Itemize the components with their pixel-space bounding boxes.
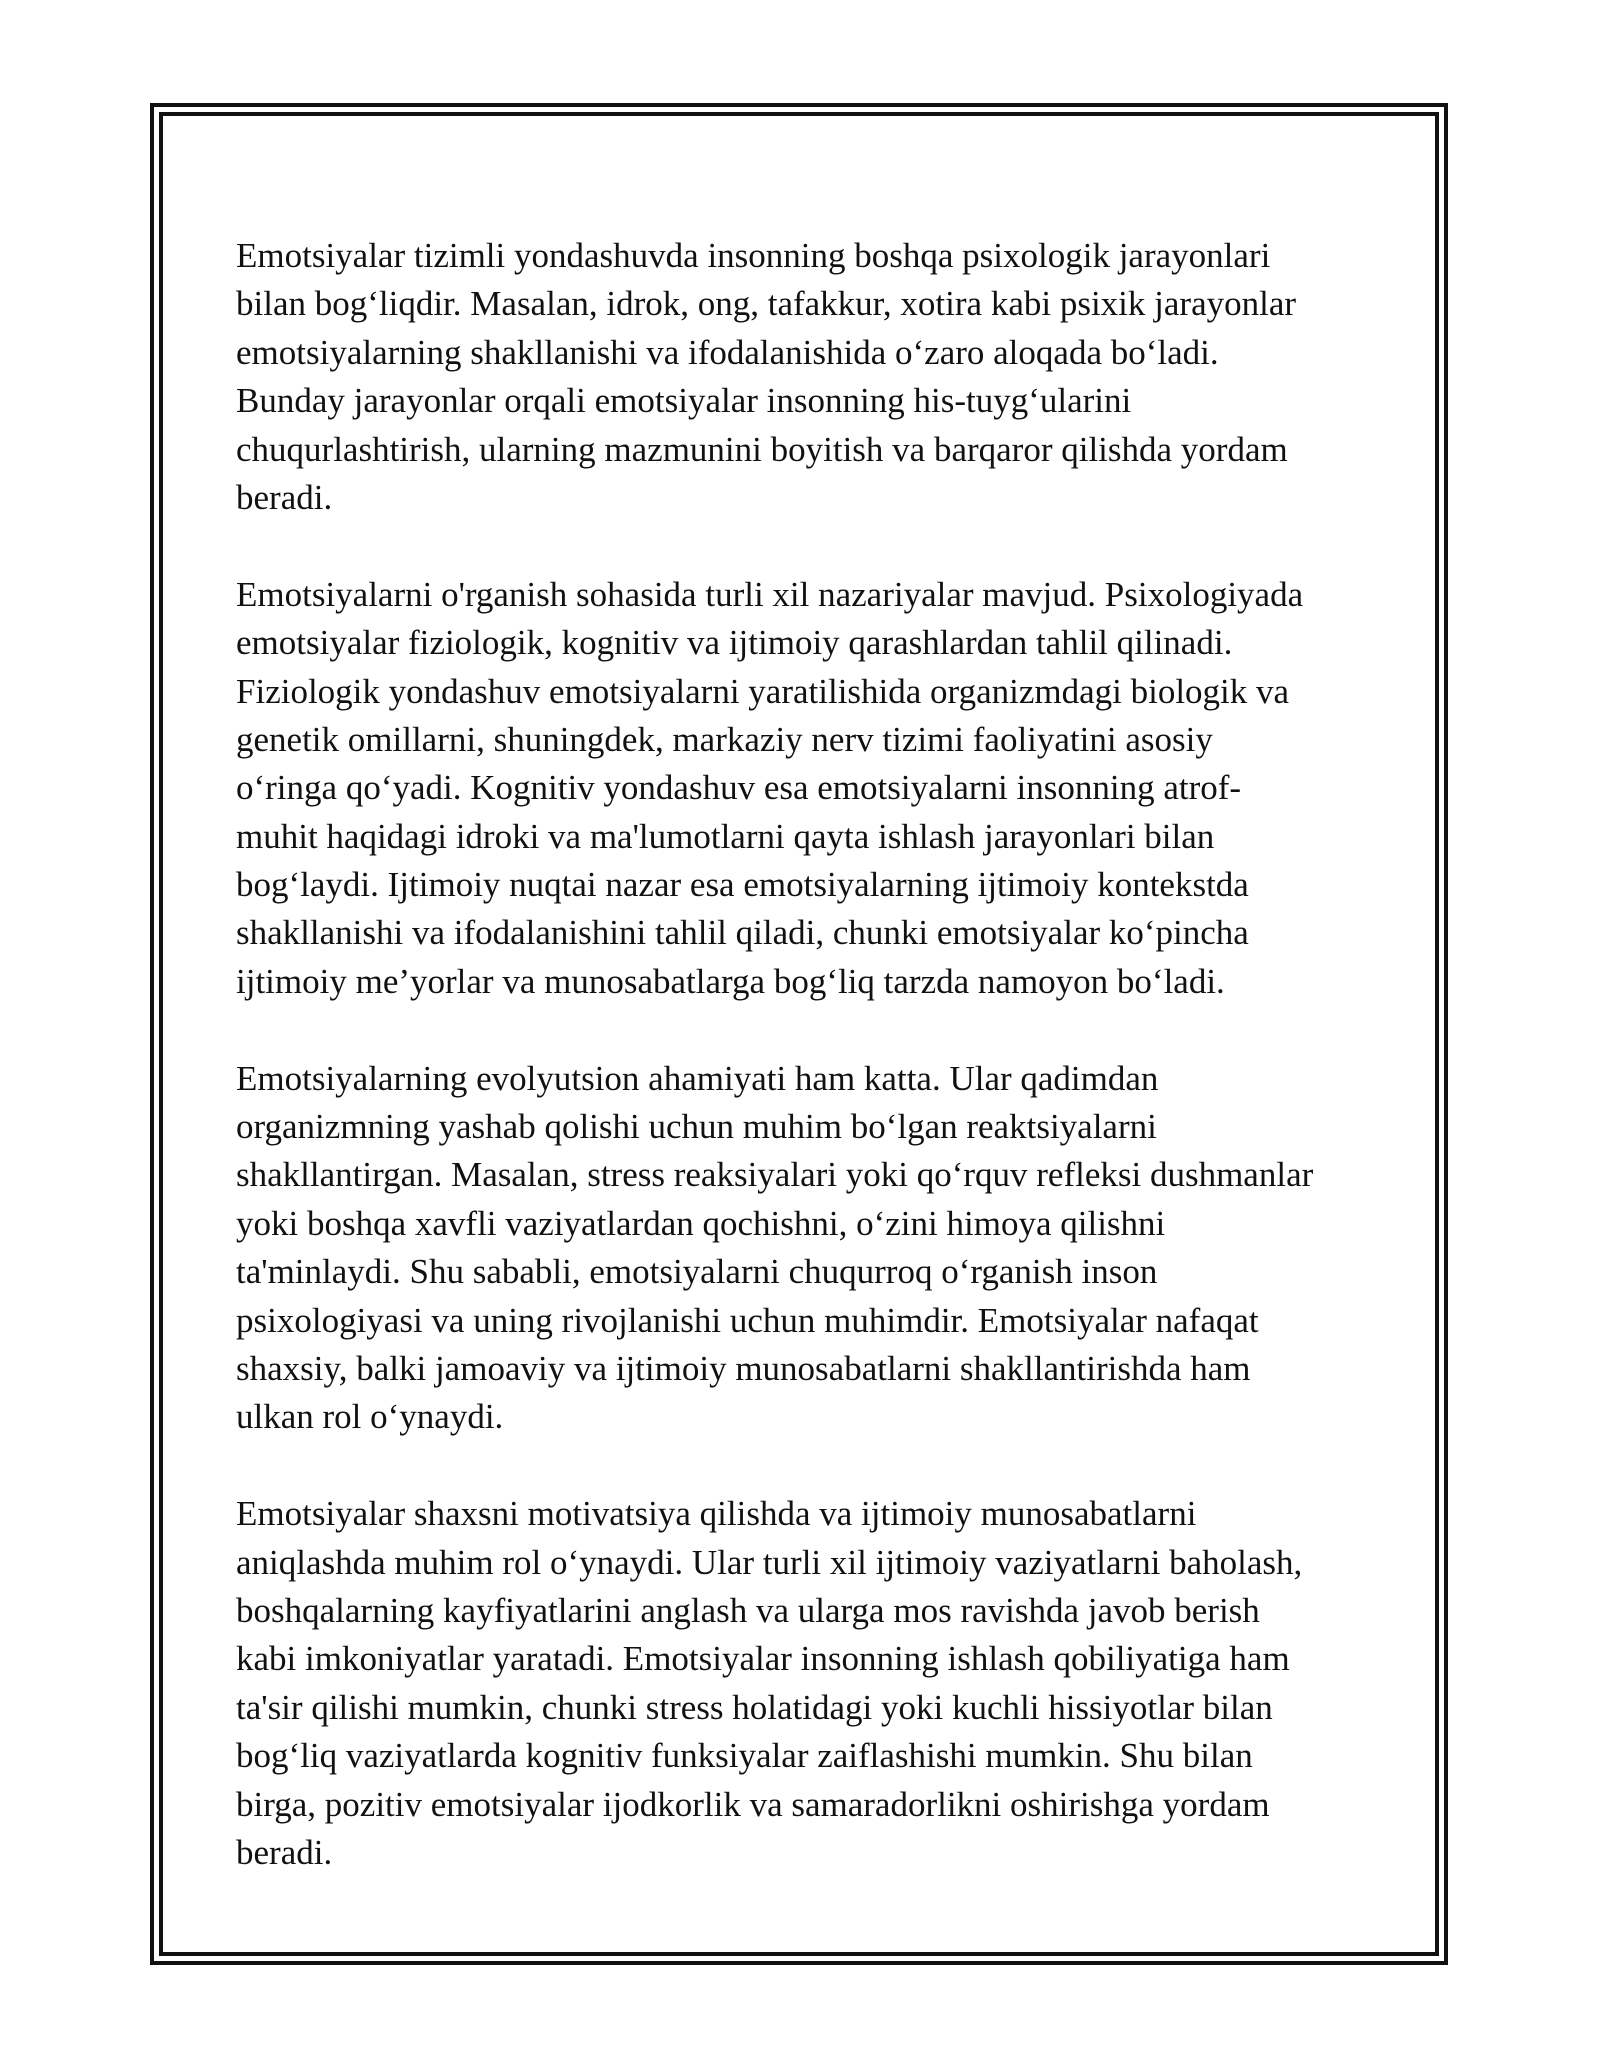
text-line: ulkan rol o‘ynaydi. <box>236 1397 504 1437</box>
text-line: Fiziologik yondashuv emotsiyalarni yaratilishida organizmdagi biologik va <box>236 671 1290 711</box>
text-line: shakllantirgan. Masalan, stress reaksiyalari yoki qo‘rquv refleksi dushmanlar <box>236 1155 1314 1195</box>
text-line: yoki boshqa xavfli vaziyatlardan qochishni, o‘zini himoya qilishni <box>236 1203 1166 1243</box>
text-line: organizmning yashab qolishi uchun muhim bo‘lgan reaktsiyalarni <box>236 1107 1157 1147</box>
document-body <box>236 232 1386 1926</box>
text-line: birga, pozitiv emotsiyalar ijodkorlik va samaradorlikni oshirishga yordam <box>236 1784 1270 1824</box>
text-line: Bunday jarayonlar orqali emotsiyalar insonning his-tuyg‘ularini <box>236 381 1132 421</box>
text-line: Emotsiyalarning evolyutsion ahamiyati ham katta. Ular qadimdan <box>236 1058 1159 1098</box>
text-line: boshqalarning kayfiyatlarini anglash va ularga mos ravishda javob berish <box>236 1590 1260 1630</box>
text-line: aniqlashda muhim rol o‘ynaydi. Ular turli xil ijtimoiy vaziyatlarni baholash, <box>236 1542 1303 1582</box>
text-line: shaxsiy, balki jamoaviy va ijtimoiy munosabatlarni shakllantirishda ham <box>236 1348 1251 1388</box>
text-line: bog‘laydi. Ijtimoiy nuqtai nazar esa emotsiyalarning ijtimoiy kontekstda <box>236 865 1249 905</box>
text-line: emotsiyalar fiziologik, kognitiv va ijtimoiy qarashlardan tahlil qilinadi. <box>236 623 1233 663</box>
text-line: Emotsiyalar tizimli yondashuvda insonning boshqa psixologik jarayonlari <box>236 236 1271 275</box>
text-line: o‘ringa qo‘yadi. Kognitiv yondashuv esa emotsiyalarni insonning atrof- <box>236 768 1242 808</box>
text-line: shakllanishi va ifodalanishini tahlil qiladi, chunki emotsiyalar ko‘pincha <box>236 913 1249 953</box>
text-line: bog‘liq vaziyatlarda kognitiv funksiyalar zaiflashishi mumkin. Shu bilan <box>236 1736 1253 1776</box>
text-line: emotsiyalarning shakllanishi va ifodalanishida o‘zaro aloqada bo‘ladi. <box>236 332 1219 372</box>
text-line: muhit haqidagi idroki va ma'lumotlarni qayta ishlash jarayonlari bilan <box>236 816 1215 856</box>
text-line: Emotsiyalar shaxsni motivatsiya qilishda va ijtimoiy munosabatlarni <box>236 1494 1197 1534</box>
paragraph-4 <box>236 1490 1386 1877</box>
text-line: chuqurlashtirish, ularning mazmunini boyitish va barqaror qilishda yordam <box>236 429 1288 469</box>
text-line: psixologiyasi va uning rivojlanishi uchun muhimdir. Emotsiyalar nafaqat <box>236 1300 1259 1340</box>
text-line: beradi. <box>236 477 333 517</box>
text-line: genetik omillarni, shuningdek, markaziy nerv tizimi faoliyatini asosiy <box>236 719 1213 759</box>
paragraph-2 <box>236 571 1386 1007</box>
text-line: ijtimoiy me’yorlar va munosabatlarga bog‘liq tarzda namoyon bo‘ladi. <box>236 961 1225 1001</box>
text-line: bilan bog‘liqdir. Masalan, idrok, ong, tafakkur, xotira kabi psixik jarayonlar <box>236 284 1297 324</box>
paragraph-1 <box>236 232 1386 522</box>
text-line: ta'sir qilishi mumkin, chunki stress holatidagi yoki kuchli hissiyotlar bilan <box>236 1687 1273 1727</box>
text-line: beradi. <box>236 1832 333 1872</box>
paragraph-3 <box>236 1055 1386 1442</box>
text-line: Emotsiyalarni o'rganish sohasida turli xil nazariyalar mavjud. Psixologiyada <box>236 574 1304 614</box>
text-line: ta'minlaydi. Shu sababli, emotsiyalarni chuqurroq o‘rganish inson <box>236 1252 1158 1292</box>
text-line: kabi imkoniyatlar yaratadi. Emotsiyalar insonning ishlash qobiliyatiga ham <box>236 1639 1290 1679</box>
